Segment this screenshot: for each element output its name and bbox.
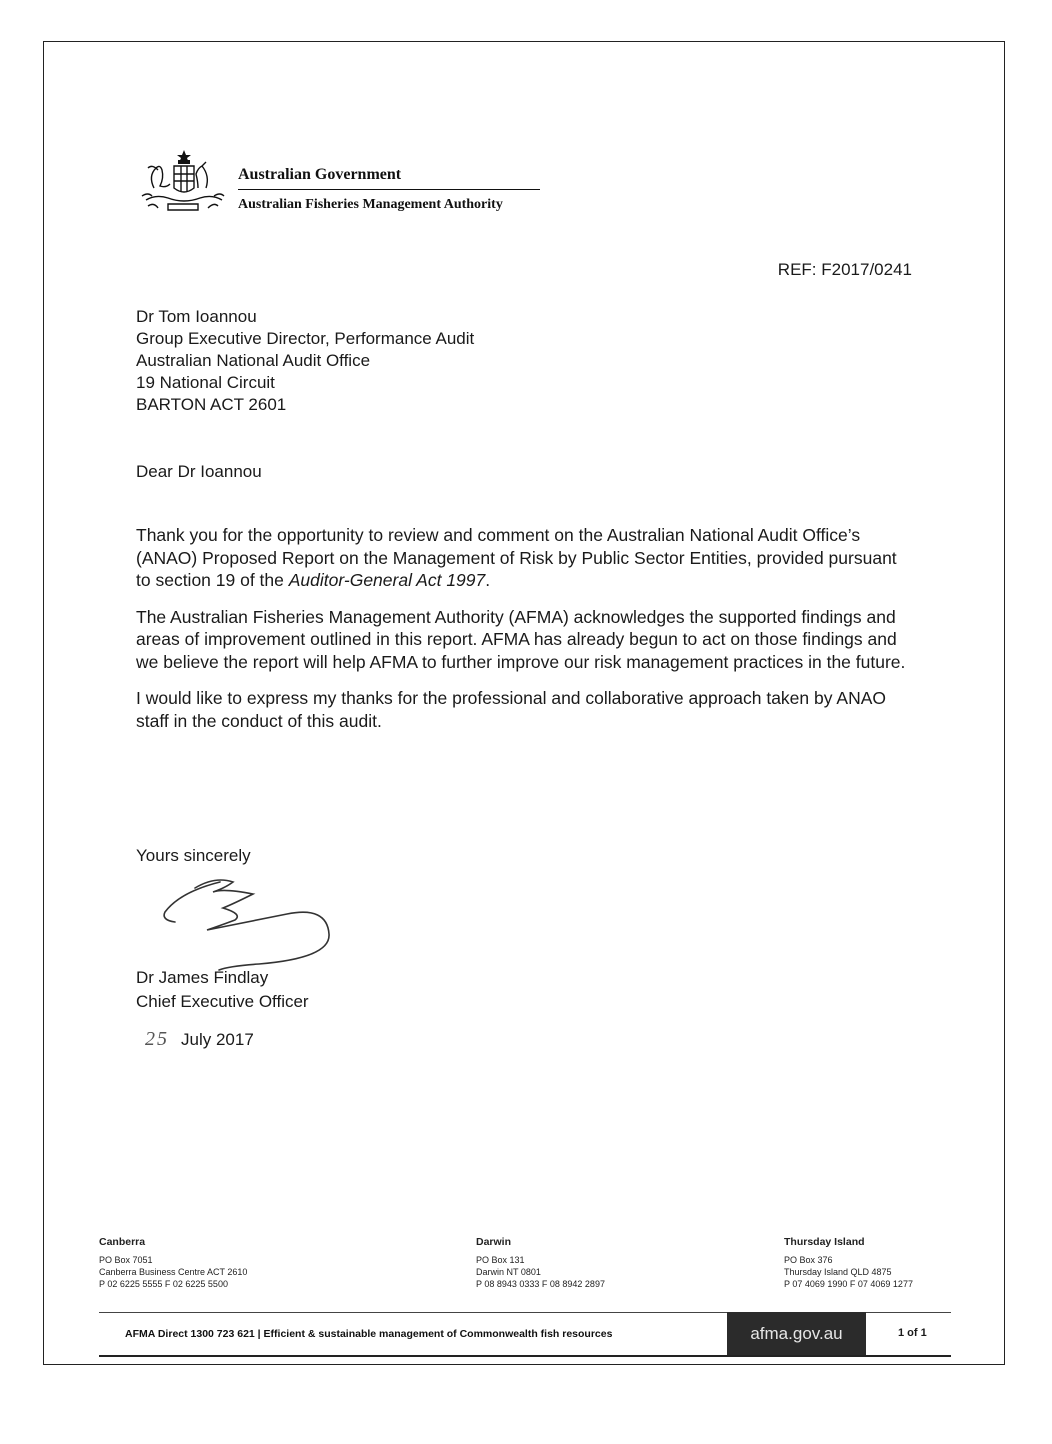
- government-name: Australian Government: [238, 166, 402, 183]
- signatory-title: Chief Executive Officer: [136, 992, 309, 1011]
- paragraph-3: I would like to express my thanks for the professional and collaborative approach taken by ANAO staff in the conduct of this audit.: [136, 688, 886, 731]
- closing: Yours sincerely: [136, 846, 251, 865]
- office-canberra: Canberra PO Box 7051 Canberra Business Centre ACT 2610 P 02 6225 5555 F 02 6225 5500: [99, 1236, 248, 1289]
- recipient-name: Dr Tom Ioannou: [136, 307, 257, 326]
- recipient-address: [136, 306, 474, 416]
- website-badge: afma.gov.au: [727, 1312, 866, 1355]
- date-month-year: July 2017: [181, 1030, 254, 1049]
- coat-of-arms-icon: [134, 148, 232, 218]
- agency-name: Australian Fisheries Management Authority: [238, 197, 503, 212]
- letter-date: [145, 1028, 254, 1051]
- salutation: Dear Dr Ioannou: [136, 462, 262, 481]
- recipient-title: Group Executive Director, Performance Audit: [136, 329, 475, 348]
- recipient-street: 19 National Circuit: [136, 373, 275, 392]
- signatory-block: [136, 966, 309, 1014]
- office-darwin: Darwin PO Box 131 Darwin NT 0801 P 08 8943 0333 F 08 8942 2897: [476, 1236, 605, 1289]
- paragraph-2: The Australian Fisheries Management Authority (AFMA) acknowledges the supported findings and areas of improvement outlined in this report. AFMA has already begun to act on those findings and we believe the report will help AFMA to further improve our risk management practices in the future.: [136, 606, 906, 672]
- page-number: 1 of 1: [898, 1327, 927, 1339]
- date-day: 25: [145, 1028, 169, 1050]
- recipient-office: Australian National Audit Office: [136, 351, 371, 370]
- footer-rule-bottom: [99, 1355, 951, 1357]
- signatory-name: Dr James Findlay: [136, 968, 269, 987]
- letterhead-divider: [238, 189, 540, 190]
- office-thursday-island: Thursday Island PO Box 376 Thursday Island QLD 4875 P 07 4069 1990 F 07 4069 1277: [784, 1236, 913, 1289]
- signature: [150, 868, 370, 978]
- reference-number: REF: F2017/0241: [777, 260, 912, 279]
- letter-body: [136, 524, 916, 746]
- recipient-suburb: BARTON ACT 2601: [136, 395, 287, 414]
- paragraph-1: Thank you for the opportunity to review and comment on the Australian National Audit Office’s (ANAO) Proposed Report on the Management of Risk by Public Sector Entities, provided pursuant to section 19 of the Auditor-General Act 1997.: [136, 525, 897, 590]
- footer-tagline: AFMA Direct 1300 723 621 | Efficient & sustainable management of Commonwealth fish resources: [125, 1328, 613, 1340]
- act-title: Auditor-General Act 1997: [288, 570, 486, 590]
